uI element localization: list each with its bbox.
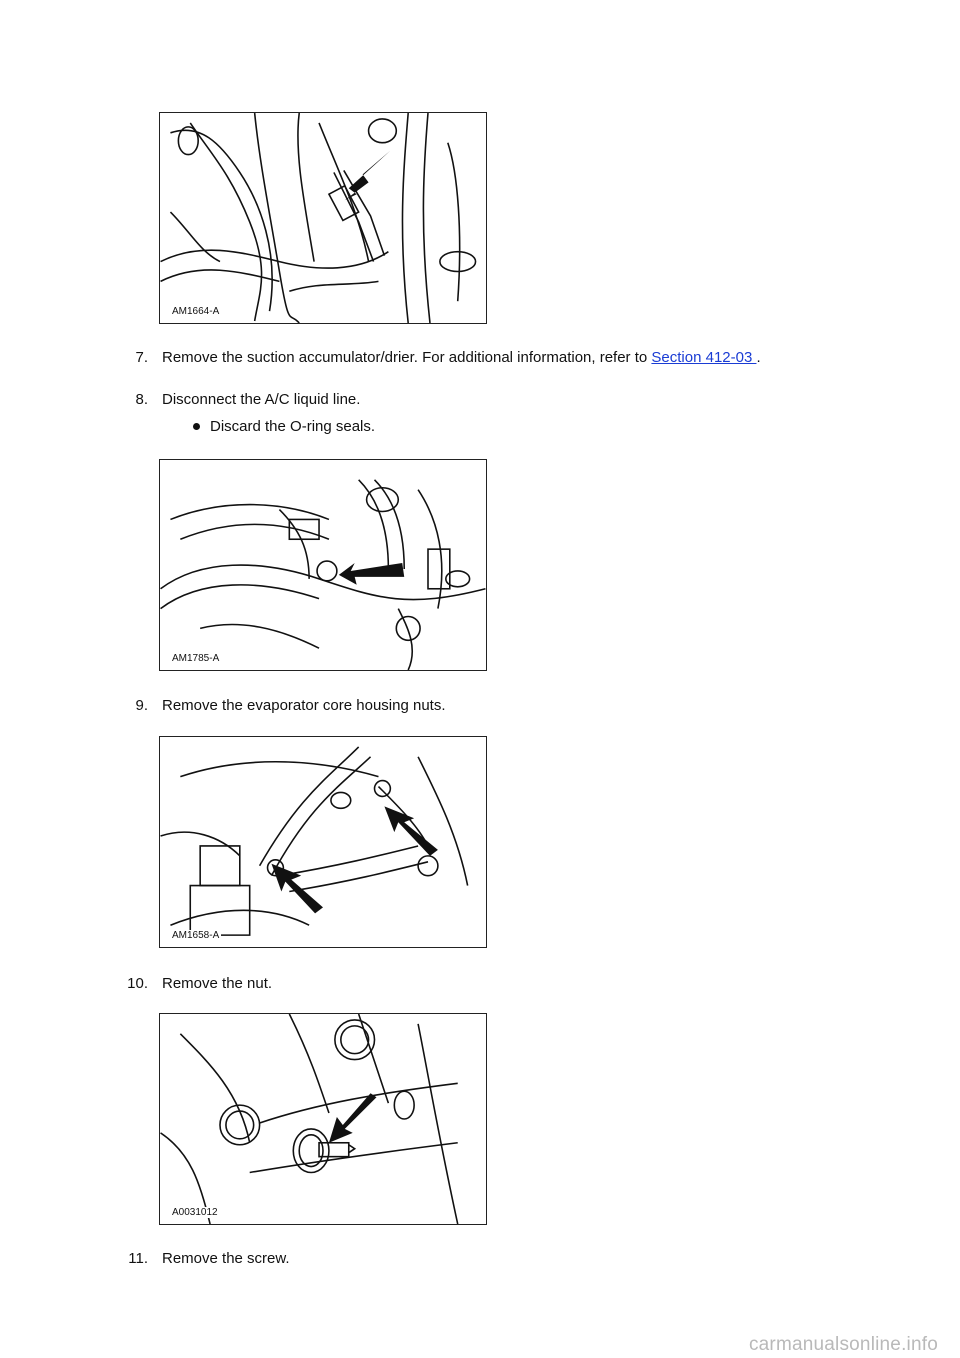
figure-am1664 — [159, 112, 487, 324]
step-number: 10. — [127, 975, 148, 992]
line-drawing-hoses-connector — [160, 113, 486, 323]
figure-am1785 — [159, 459, 487, 671]
step-number: 8. — [135, 391, 148, 408]
step-number: 11. — [128, 1250, 148, 1267]
figure-label: A0031012 — [172, 1207, 218, 1218]
step-11 — [118, 1250, 290, 1268]
step-number: 7. — [135, 349, 148, 366]
step-7 — [118, 349, 761, 367]
step-9 — [118, 697, 446, 715]
line-drawing-nut-bolt — [160, 1014, 486, 1224]
figure-a0031012 — [159, 1013, 487, 1225]
figure-label: AM1785-A — [172, 653, 220, 664]
step-8 — [118, 391, 360, 409]
step-text: Remove the suction accumulator/drier. For additional information, refer to — [162, 349, 652, 366]
watermark: carmanualsonline.info — [748, 1334, 938, 1355]
step-suffix: . — [756, 349, 761, 366]
figure-label: AM1658-A — [172, 930, 220, 941]
figure-label: AM1664-A — [172, 306, 220, 317]
step-number: 9. — [135, 697, 148, 714]
bullet-text: Discard the O-ring seals. — [210, 418, 376, 435]
line-drawing-liquid-line — [160, 460, 486, 670]
step-text: Remove the nut. — [162, 975, 273, 992]
step-text: Disconnect the A/C liquid line. — [162, 391, 361, 408]
line-drawing-evaporator-housing — [160, 737, 486, 947]
figure-am1658 — [159, 736, 487, 948]
section-link[interactable]: Section 412-03 — [651, 349, 757, 366]
step-10 — [118, 975, 272, 993]
step-8-bullet — [193, 418, 375, 436]
step-text: Remove the screw. — [162, 1250, 290, 1267]
bullet-dot-icon — [193, 423, 200, 430]
step-text: Remove the evaporator core housing nuts. — [162, 697, 446, 714]
